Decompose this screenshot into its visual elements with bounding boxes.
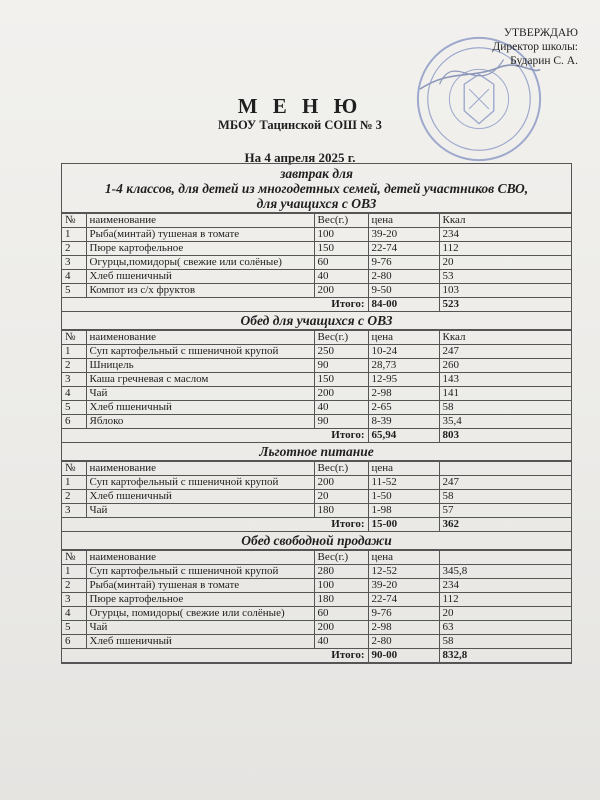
cell-kcal: 112 [439, 593, 571, 607]
total-price: 84-00 [368, 298, 439, 312]
cell-weight: 200 [314, 387, 368, 401]
cell-number: 4 [62, 607, 86, 621]
cell-kcal: 247 [439, 476, 571, 490]
cell-dish: Каша гречневая с маслом [86, 373, 314, 387]
table-header-row [62, 214, 571, 228]
cell-dish: Шницель [86, 359, 314, 373]
table-row [62, 345, 571, 359]
column-header: Ккал [439, 214, 571, 228]
table-header-row [62, 331, 571, 345]
cell-number: 3 [62, 373, 86, 387]
cell-number: 6 [62, 415, 86, 429]
cell-kcal: 20 [439, 256, 571, 270]
cell-dish: Хлеб пшеничный [86, 635, 314, 649]
cell-price: 2-98 [368, 387, 439, 401]
cell-dish: Чай [86, 504, 314, 518]
cell-price: 12-95 [368, 373, 439, 387]
table-row [62, 504, 571, 518]
cell-number: 1 [62, 476, 86, 490]
cell-weight: 90 [314, 359, 368, 373]
cell-kcal: 260 [439, 359, 571, 373]
cell-number: 1 [62, 228, 86, 242]
table-row [62, 284, 571, 298]
cell-dish: Чай [86, 621, 314, 635]
cell-kcal: 35,4 [439, 415, 571, 429]
total-price: 15-00 [368, 518, 439, 532]
cell-weight: 200 [314, 476, 368, 490]
cell-number: 5 [62, 621, 86, 635]
cell-weight: 150 [314, 242, 368, 256]
cell-dish: Суп картофельный с пшеничной крупой [86, 345, 314, 359]
cell-dish: Суп картофельный с пшеничной крупой [86, 476, 314, 490]
column-header: № [62, 214, 86, 228]
cell-kcal: 103 [439, 284, 571, 298]
section-title [62, 164, 571, 213]
cell-kcal: 57 [439, 504, 571, 518]
cell-weight: 40 [314, 635, 368, 649]
cell-weight: 100 [314, 228, 368, 242]
approval-name: Бударин С. А. [510, 55, 578, 67]
cell-kcal: 20 [439, 607, 571, 621]
cell-number: 2 [62, 490, 86, 504]
table-row [62, 359, 571, 373]
cell-dish: Суп картофельный с пшеничной крупой [86, 565, 314, 579]
cell-kcal: 141 [439, 387, 571, 401]
cell-price: 9-76 [368, 256, 439, 270]
column-header-empty [439, 462, 571, 476]
cell-number: 6 [62, 635, 86, 649]
section-title: Обед свободной продажи [62, 532, 571, 550]
cell-weight: 280 [314, 565, 368, 579]
cell-weight: 100 [314, 579, 368, 593]
column-header: наименование [86, 214, 314, 228]
table-row [62, 256, 571, 270]
table-row [62, 373, 571, 387]
cell-weight: 180 [314, 593, 368, 607]
cell-dish: Рыба(минтай) тушеная в томате [86, 579, 314, 593]
table-row [62, 242, 571, 256]
cell-price: 2-80 [368, 270, 439, 284]
cell-kcal: 58 [439, 490, 571, 504]
cell-number: 2 [62, 579, 86, 593]
cell-kcal: 53 [439, 270, 571, 284]
section-table [62, 550, 571, 663]
cell-number: 5 [62, 284, 86, 298]
table-header-row [62, 551, 571, 565]
cell-kcal: 143 [439, 373, 571, 387]
cell-price: 2-80 [368, 635, 439, 649]
cell-dish: Огурцы,помидоры( свежие или солёные) [86, 256, 314, 270]
cell-number: 4 [62, 270, 86, 284]
cell-kcal: 58 [439, 635, 571, 649]
cell-dish: Огурцы, помидоры( свежие или солёные) [86, 607, 314, 621]
school-name: МБОУ Тацинской СОШ № 3 [218, 118, 382, 132]
cell-number: 4 [62, 387, 86, 401]
cell-weight: 40 [314, 401, 368, 415]
cell-price: 9-50 [368, 284, 439, 298]
column-header-empty [439, 551, 571, 565]
cell-price: 1-98 [368, 504, 439, 518]
table-row [62, 593, 571, 607]
total-kcal: 832,8 [439, 649, 571, 663]
table-row [62, 476, 571, 490]
cell-kcal: 234 [439, 228, 571, 242]
cell-kcal: 247 [439, 345, 571, 359]
cell-kcal: 58 [439, 401, 571, 415]
cell-weight: 60 [314, 256, 368, 270]
total-kcal: 362 [439, 518, 571, 532]
column-header: Вес(г.) [314, 331, 368, 345]
total-kcal: 803 [439, 429, 571, 443]
cell-dish: Чай [86, 387, 314, 401]
cell-price: 9-76 [368, 607, 439, 621]
cell-kcal: 112 [439, 242, 571, 256]
total-row [62, 298, 571, 312]
cell-dish: Хлеб пшеничный [86, 270, 314, 284]
cell-weight: 250 [314, 345, 368, 359]
cell-number: 2 [62, 359, 86, 373]
column-header: цена [368, 551, 439, 565]
section-table [62, 213, 571, 312]
cell-weight: 180 [314, 504, 368, 518]
cell-dish: Компот из с/х фруктов [86, 284, 314, 298]
total-kcal: 523 [439, 298, 571, 312]
cell-weight: 20 [314, 490, 368, 504]
table-row [62, 635, 571, 649]
table-row [62, 228, 571, 242]
cell-price: 22-74 [368, 593, 439, 607]
cell-dish: Рыба(минтай) тушеная в томате [86, 228, 314, 242]
cell-weight: 200 [314, 621, 368, 635]
total-label: Итого: [62, 518, 368, 532]
table-row [62, 607, 571, 621]
cell-weight: 90 [314, 415, 368, 429]
cell-price: 28,73 [368, 359, 439, 373]
cell-number: 1 [62, 345, 86, 359]
approval-block [492, 26, 578, 68]
cell-weight: 60 [314, 607, 368, 621]
section-table [62, 330, 571, 443]
table-row [62, 621, 571, 635]
cell-price: 2-98 [368, 621, 439, 635]
cell-dish: Пюре картофельное [86, 242, 314, 256]
total-price: 65,94 [368, 429, 439, 443]
column-header: наименование [86, 331, 314, 345]
cell-dish: Хлеб пшеничный [86, 490, 314, 504]
cell-weight: 40 [314, 270, 368, 284]
section-title-line: для учащихся с ОВЗ [256, 196, 377, 211]
cell-dish: Хлеб пшеничный [86, 401, 314, 415]
column-header: цена [368, 331, 439, 345]
cell-price: 10-24 [368, 345, 439, 359]
table-row [62, 387, 571, 401]
total-row [62, 429, 571, 443]
column-header: цена [368, 214, 439, 228]
section-table [62, 461, 571, 532]
column-header: цена [368, 462, 439, 476]
approval-position: Директор школы: [492, 41, 578, 53]
menu-table [61, 163, 572, 664]
cell-weight: 200 [314, 284, 368, 298]
cell-kcal: 345,8 [439, 565, 571, 579]
cell-price: 12-52 [368, 565, 439, 579]
cell-kcal: 63 [439, 621, 571, 635]
column-header: № [62, 462, 86, 476]
total-label: Итого: [62, 429, 368, 443]
column-header: № [62, 551, 86, 565]
cell-weight: 150 [314, 373, 368, 387]
cell-number: 3 [62, 593, 86, 607]
total-label: Итого: [62, 649, 368, 663]
cell-price: 11-52 [368, 476, 439, 490]
column-header: наименование [86, 462, 314, 476]
table-header-row [62, 462, 571, 476]
cell-number: 3 [62, 504, 86, 518]
cell-price: 39-20 [368, 579, 439, 593]
table-row [62, 415, 571, 429]
section-title: Льготное питание [62, 443, 571, 461]
section-title: Обед для учащихся с ОВЗ [62, 312, 571, 330]
column-header: Вес(г.) [314, 462, 368, 476]
cell-price: 22-74 [368, 242, 439, 256]
cell-price: 8-39 [368, 415, 439, 429]
section-title-line: 1-4 классов, для детей из многодетных семей, детей участников СВО, [104, 181, 529, 196]
cell-number: 5 [62, 401, 86, 415]
cell-dish: Пюре картофельное [86, 593, 314, 607]
total-label: Итого: [62, 298, 368, 312]
column-header: Вес(г.) [314, 551, 368, 565]
cell-price: 2-65 [368, 401, 439, 415]
table-row [62, 401, 571, 415]
approval-heading: УТВЕРЖДАЮ [503, 27, 578, 39]
cell-kcal: 234 [439, 579, 571, 593]
total-row [62, 518, 571, 532]
column-header: Ккал [439, 331, 571, 345]
column-header: Вес(г.) [314, 214, 368, 228]
total-price: 90-00 [368, 649, 439, 663]
cell-dish: Яблоко [86, 415, 314, 429]
table-row [62, 490, 571, 504]
page-title: М Е Н Ю [237, 94, 363, 118]
menu-date: На 4 апреля 2025 г. [244, 150, 356, 165]
cell-price: 39-20 [368, 228, 439, 242]
cell-number: 3 [62, 256, 86, 270]
section-title-line: завтрак для [280, 166, 353, 181]
table-row [62, 565, 571, 579]
total-row [62, 649, 571, 663]
cell-number: 1 [62, 565, 86, 579]
table-row [62, 270, 571, 284]
column-header: № [62, 331, 86, 345]
table-row [62, 579, 571, 593]
cell-number: 2 [62, 242, 86, 256]
column-header: наименование [86, 551, 314, 565]
cell-price: 1-50 [368, 490, 439, 504]
